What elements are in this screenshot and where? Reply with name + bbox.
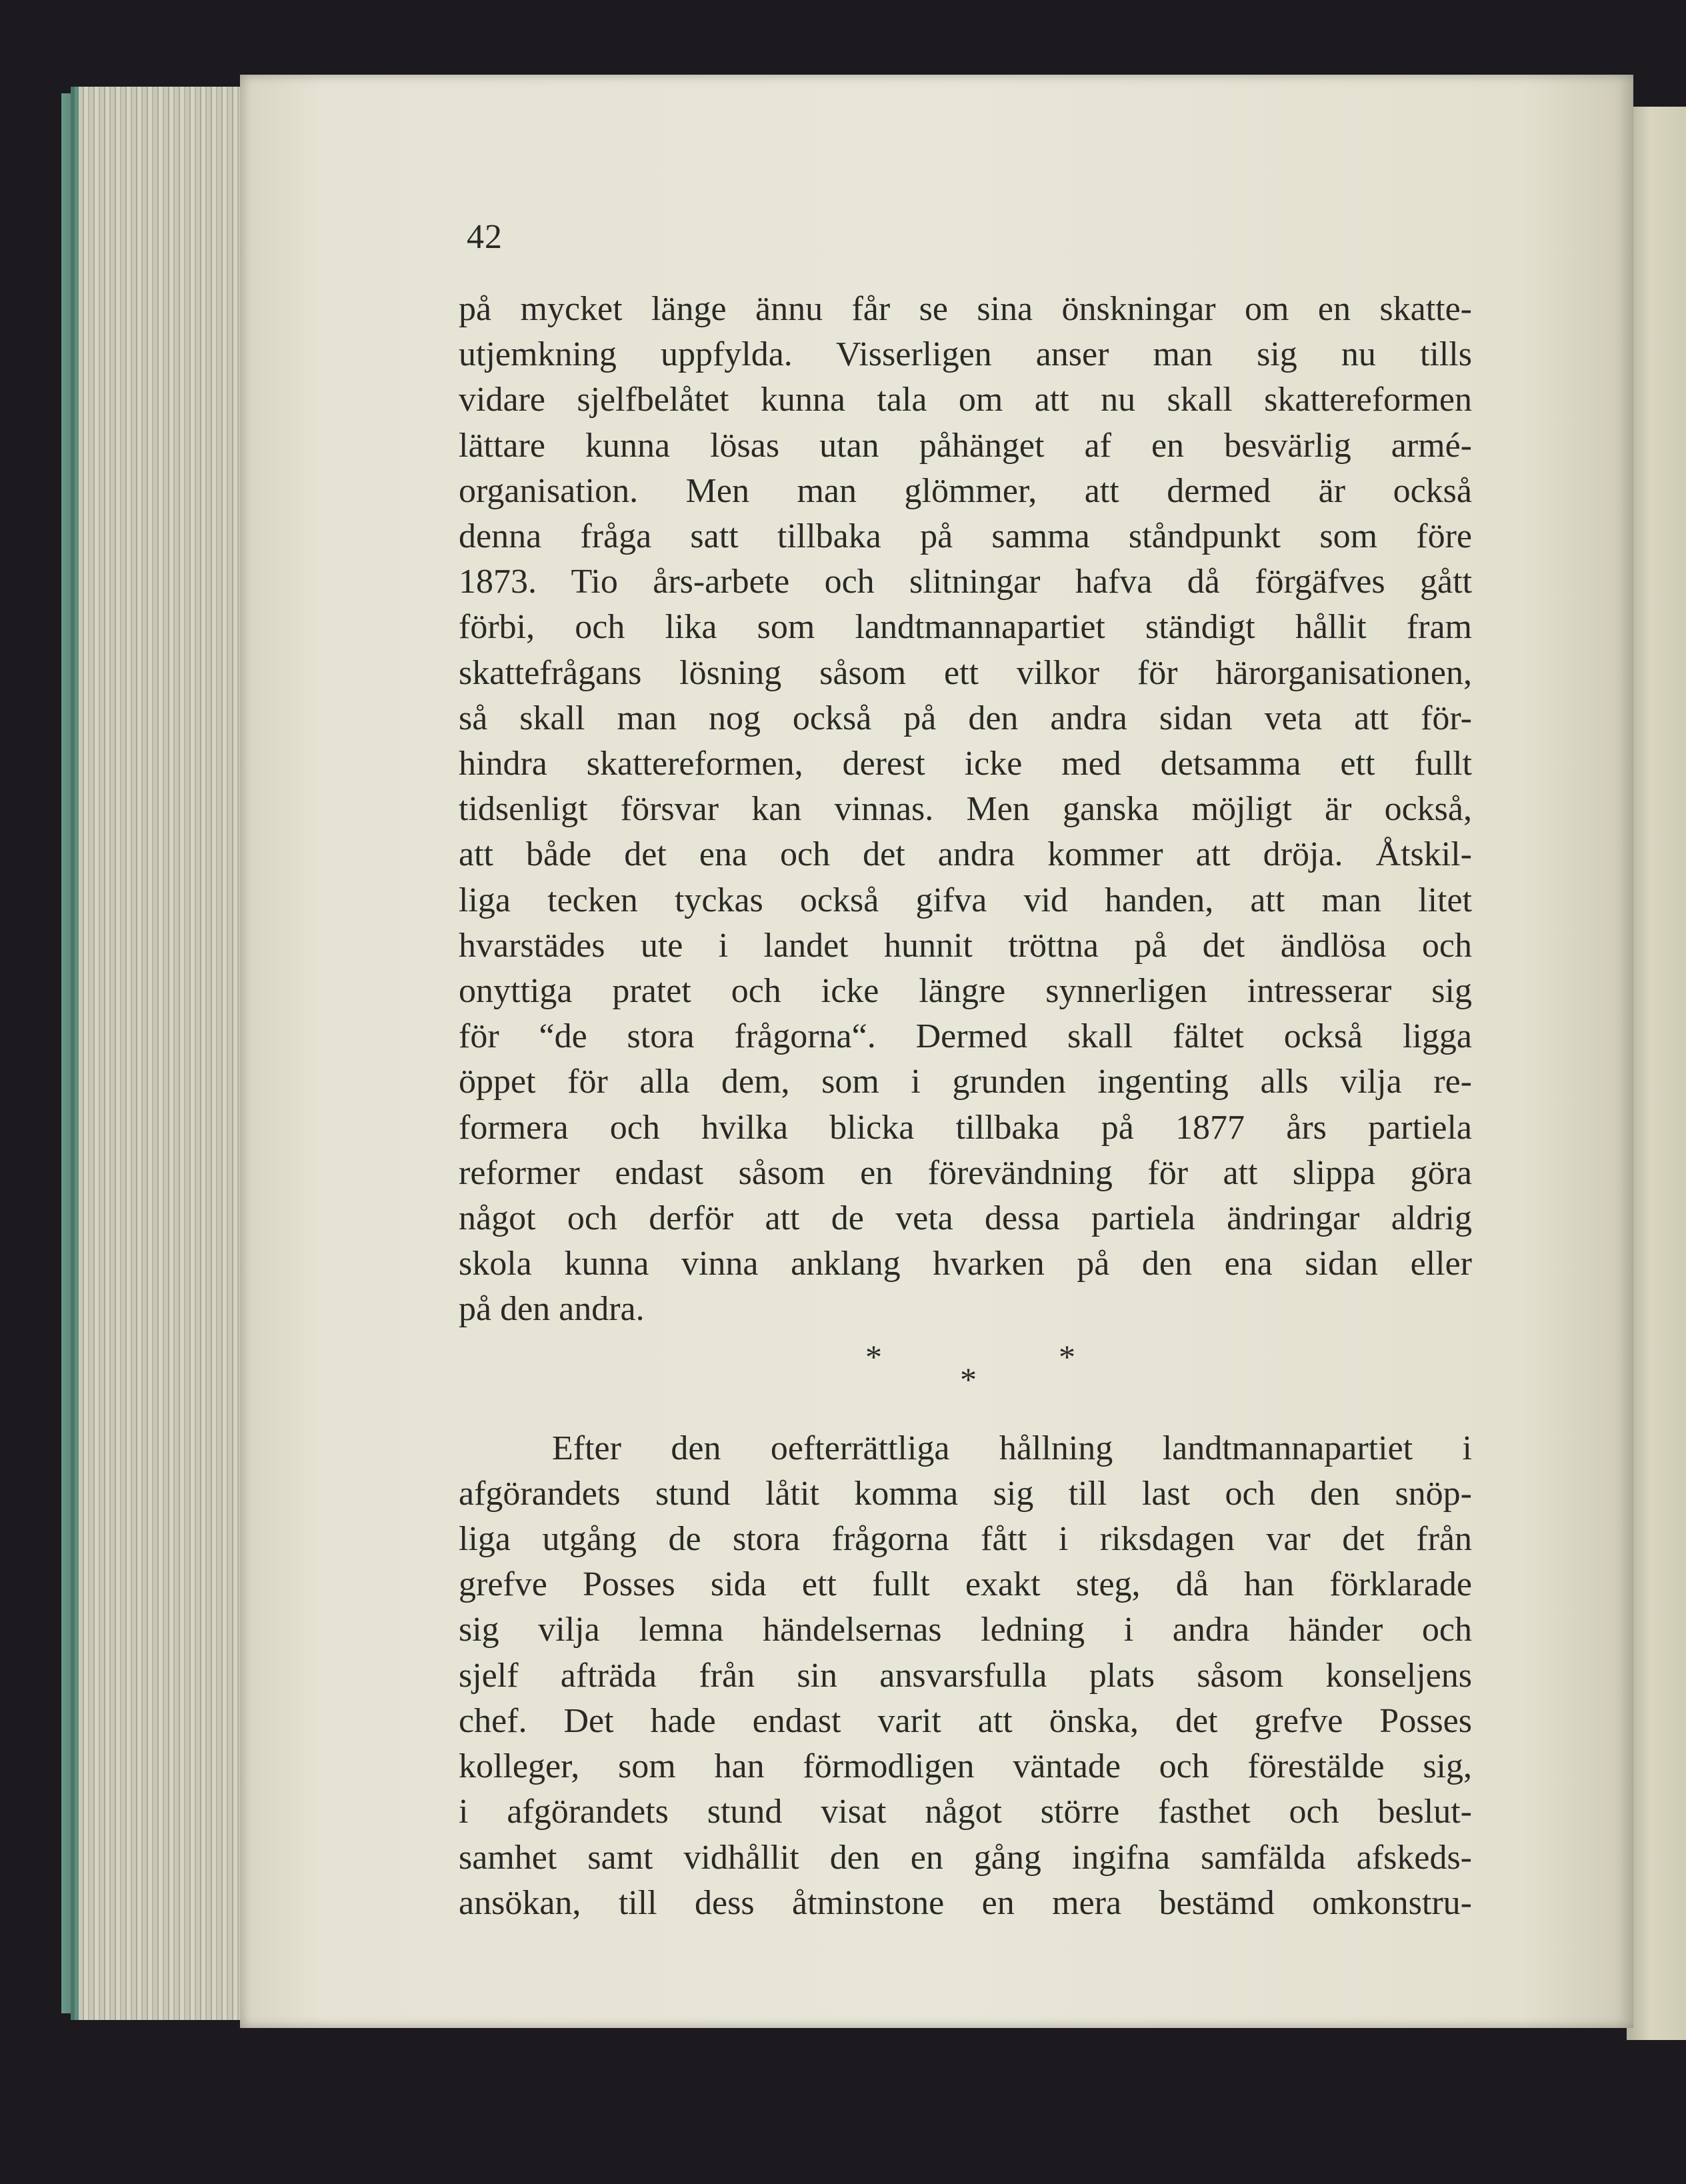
text-line: grefve Posses sida ett fullt exakt steg, då han förklarade: [459, 1565, 1472, 1604]
page-number: 42: [467, 218, 503, 256]
paragraph-1: [459, 287, 1472, 1333]
text-line: afgörandets stund låtit komma sig till last och den snöp-: [459, 1474, 1472, 1513]
text-line: på mycket länge ännu får se sina önskningar om en skatte-: [459, 290, 1472, 328]
text-line: samhet samt vidhållit den en gång ingifna samfälda afskeds-: [459, 1838, 1472, 1877]
text-line: hvarstädes ute i landet hunnit tröttna på det ändlösa och: [459, 926, 1472, 965]
section-separator: [459, 1333, 1472, 1426]
text-line: formera och hvilka blicka tillbaka på 1877 års partiela: [459, 1108, 1472, 1147]
asterisk: *: [960, 1360, 977, 1398]
text-line: så skall man nog också på den andra sidan veta att för-: [459, 699, 1472, 737]
text-line: liga tecken tyckas också gifva vid handen, att man litet: [459, 881, 1472, 919]
text-line: skola kunna vinna anklang hvarken på den ena sidan eller: [459, 1245, 1472, 1283]
paragraph-2: [459, 1426, 1472, 1926]
text-line: chef. Det hade endast varit att önska, det grefve Posses: [459, 1701, 1472, 1740]
text-line: i afgörandets stund visat något större fasthet och beslut-: [459, 1793, 1472, 1831]
text-line: förbi, och lika som landtmannapartiet ständigt hållit fram: [459, 608, 1472, 647]
text-line: skattefrågans lösning såsom ett vilkor för härorganisationen,: [459, 653, 1472, 692]
text-line: vidare sjelfbelåtet kunna tala om att nu skall skattereformen: [459, 381, 1472, 419]
text-line: lättare kunna lösas utan påhänget af en besvärlig armé-: [459, 426, 1472, 465]
text-line: Efter den oefterrättliga hållning landtmannapartiet i: [552, 1429, 1472, 1467]
text-line: på den andra.: [459, 1290, 645, 1329]
text-line: sig vilja lemna händelsernas ledning i andra händer och: [459, 1611, 1472, 1649]
page-body: [459, 287, 1472, 1926]
text-line: för “de stora frågorna“. Dermed skall fältet också ligga: [459, 1017, 1472, 1056]
text-line: liga utgång de stora frågorna fått i riksdagen var det från: [459, 1520, 1472, 1559]
text-line: organisation. Men man glömmer, att dermed är också: [459, 471, 1472, 510]
text-line: denna fråga satt tillbaka på samma ståndpunkt som före: [459, 517, 1472, 556]
asterisk: *: [1059, 1337, 1075, 1375]
text-line: tidsenligt försvar kan vinnas. Men ganska möjligt är också,: [459, 790, 1472, 829]
facing-page-edge: [1627, 107, 1686, 2040]
text-line: sjelf afträda från sin ansvarsfulla plats såsom konseljens: [459, 1656, 1472, 1695]
text-line: ansökan, till dess åtminstone en mera bestämd omkonstru-: [459, 1883, 1472, 1922]
text-line: hindra skattereformen, derest icke med detsamma ett fullt: [459, 745, 1472, 783]
text-line: öppet för alla dem, som i grunden ingenting alls vilja re-: [459, 1063, 1472, 1101]
text-line: något och derför att de veta dessa partiela ändringar aldrig: [459, 1199, 1472, 1238]
asterisk: *: [865, 1337, 882, 1375]
text-line: 1873. Tio års-arbete och slitningar hafva då förgäfves gått: [459, 563, 1472, 601]
text-line: att både det ena och det andra kommer att dröja. Åtskil-: [459, 835, 1472, 874]
text-line: reformer endast såsom en förevändning för att slippa göra: [459, 1153, 1472, 1192]
text-line: utjemkning uppfylda. Visserligen anser man sig nu tills: [459, 335, 1472, 374]
text-line: kolleger, som han förmodligen väntade och förestälde sig,: [459, 1747, 1472, 1786]
text-line: onyttiga pratet och icke längre synnerligen intresserar sig: [459, 972, 1472, 1011]
